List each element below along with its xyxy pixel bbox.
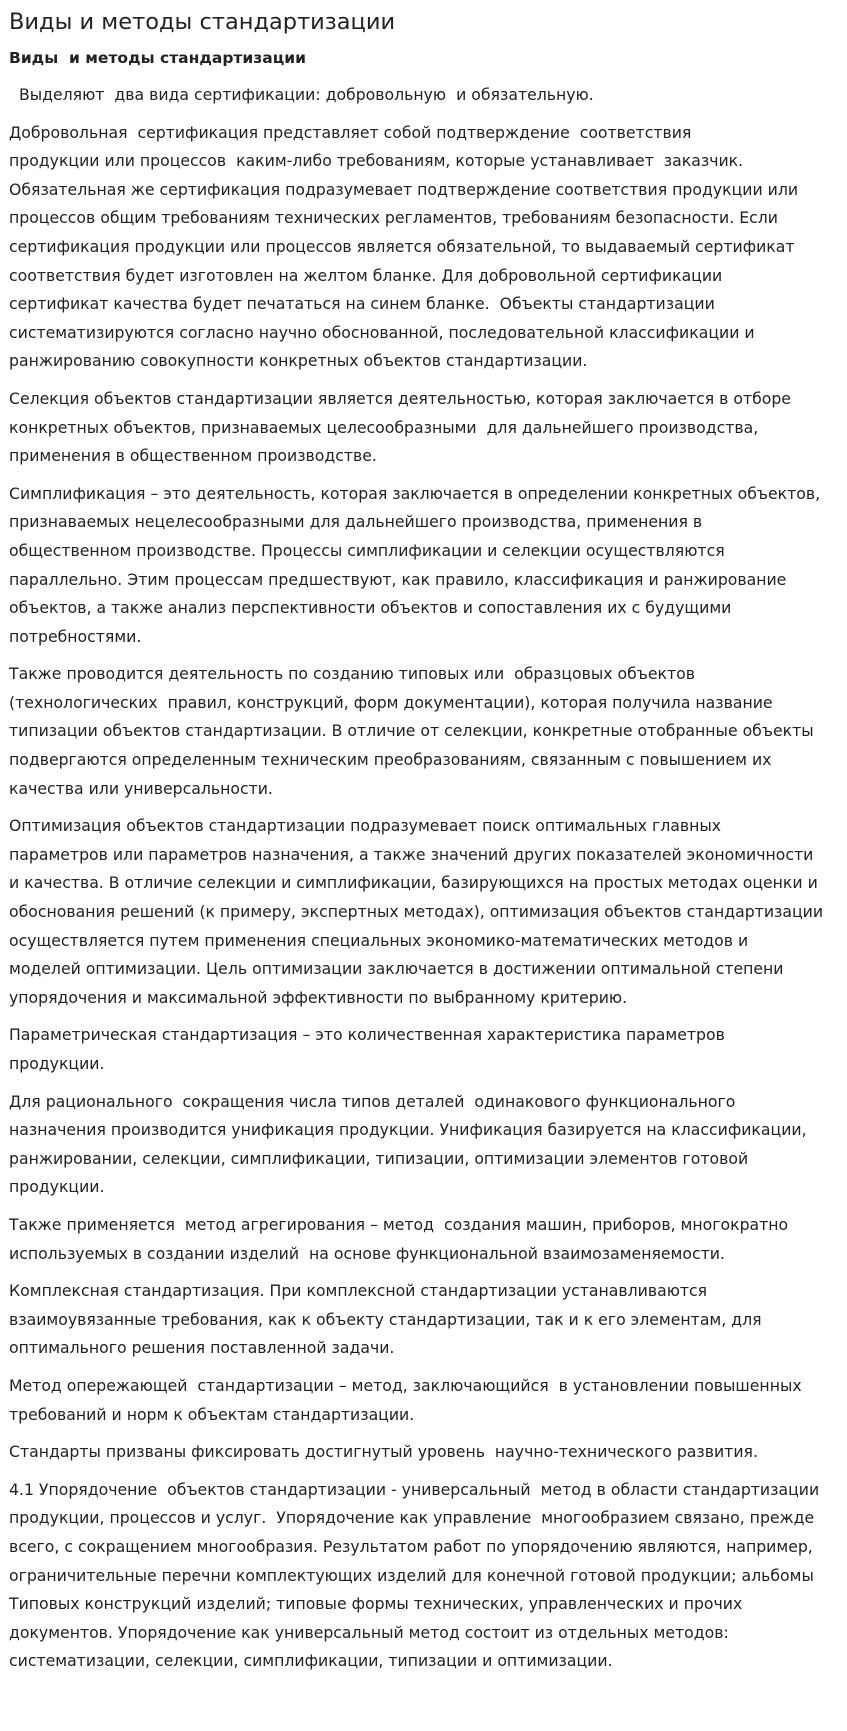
paragraph-certification: Добровольная сертификация представляет собой подтверждение соответствия продукции или процессов каким-либо требованиям, которые устанавливает заказчик. Обязательная же сертификация подразумевает подтверждение соответствия продукции или процессов общим требованиям технических регламентов, требованиям безопасности. Если сертификация продукции или процессов является обязательной, то выдаваемый сертификат соответствия будет изготовлен на желтом бланке. Для добровольной сертификации сертификат качества будет печататься на синем бланке. Объекты стандартизации систематизируются согласно научно обоснованной, последовательной классификации и ранжированию совокупности конкретных объектов стандартизации.	[9, 122, 799, 371]
section-subtitle: Виды и методы стандартизации	[9, 49, 306, 67]
paragraph-unification: Для рационального сокращения числа типов деталей одинакового функционального назначения производится унификация продукции. Унификация базируется на классификации, ранжировании, селекции, симплификации, типизации, оптимизации элементов готовой продукции.	[9, 1091, 807, 1197]
paragraph-ordering: 4.1 Упорядочение объектов стандартизации - универсальный метод в области стандартизации продукции, процессов и услуг. Упорядочение как управление многообразием связано, прежде всего, с сокращением многообразия. Результатом работ по упорядочению являются, например, ограничительные перечни комплектующих изделий для конечной готовой продукции; альбомы Типовых конструкций изделий; типовые формы технических, управленческих и прочих документов. Упорядочение как универсальный метод состоит из отдельных методов: систематизации, селекции, симплификации, типизации и оптимизации.	[9, 1479, 820, 1671]
page-title: Виды и методы стандартизации	[9, 9, 396, 35]
paragraph-parametric: Параметрическая стандартизация – это количественная характеристика параметров продукции.	[9, 1025, 725, 1073]
paragraph-complex: Комплексная стандартизация. При комплексной стандартизации устанавливаются взаимоувязанные требования, как к объекту стандартизации, так и к его элементам, для оптимального решения поставленной задачи.	[9, 1281, 762, 1358]
paragraph-aggregation: Также применяется метод агрегирования – метод создания машин, приборов, многократно используемых в создании изделий на основе функциональной взаимозаменяемости.	[9, 1214, 789, 1263]
paragraph-selection: Селекция объектов стандартизации является деятельностью, которая заключается в отборе конкретных объектов, признаваемых целесообразными для дальнейшего производства, применения в общественном производстве.	[9, 388, 791, 466]
paragraph-typification: Также проводится деятельность по созданию типовых или образцовых объектов (технологических правил, конструкций, форм документации), которая получила название типизации объектов стандартизации. В отличие от селекции, конкретные отобранные объекты подвергаются определенным техническим преобразованиям, связанным с повышением их качества или универсальности.	[9, 664, 814, 798]
paragraph-advanced: Метод опережающей стандартизации – метод, заключающийся в установлении повышенных требований и норм к объектам стандартизации.	[9, 1375, 802, 1424]
paragraph-simplification: Симплификация – это деятельность, которая заключается в определении конкретных объектов, признаваемых нецелесообразными для дальнейшего производства, применения в общественном производстве. Процессы симплификации и селекции осуществляются параллельно. Этим процессам предшествуют, как правило, классификация и ранжирование объектов, а также анализ перспективности объектов и сопоставления их с будущими потребностями.	[9, 483, 821, 646]
paragraph-standards: Стандарты призваны фиксировать достигнутый уровень научно-технического развития.	[9, 1442, 758, 1462]
paragraph-intro: Выделяют два вида сертификации: добровольную и обязательную.	[9, 85, 594, 104]
paragraph-optimization: Оптимизация объектов стандартизации подразумевает поиск оптимальных главных параметров или параметров назначения, а также значений других показателей экономичности и качества. В отличие селекции и симплификации, базирующихся на простых методах оценки и обоснования решений (к примеру, экспертных методах), оптимизация объектов стандартизации осуществляется путем применения специальных экономико-математических методов и моделей оптимизации. Цель оптимизации заключается в достижении оптимальной степени упорядочения и максимальной эффективности по выбранному критерию.	[9, 816, 824, 1007]
